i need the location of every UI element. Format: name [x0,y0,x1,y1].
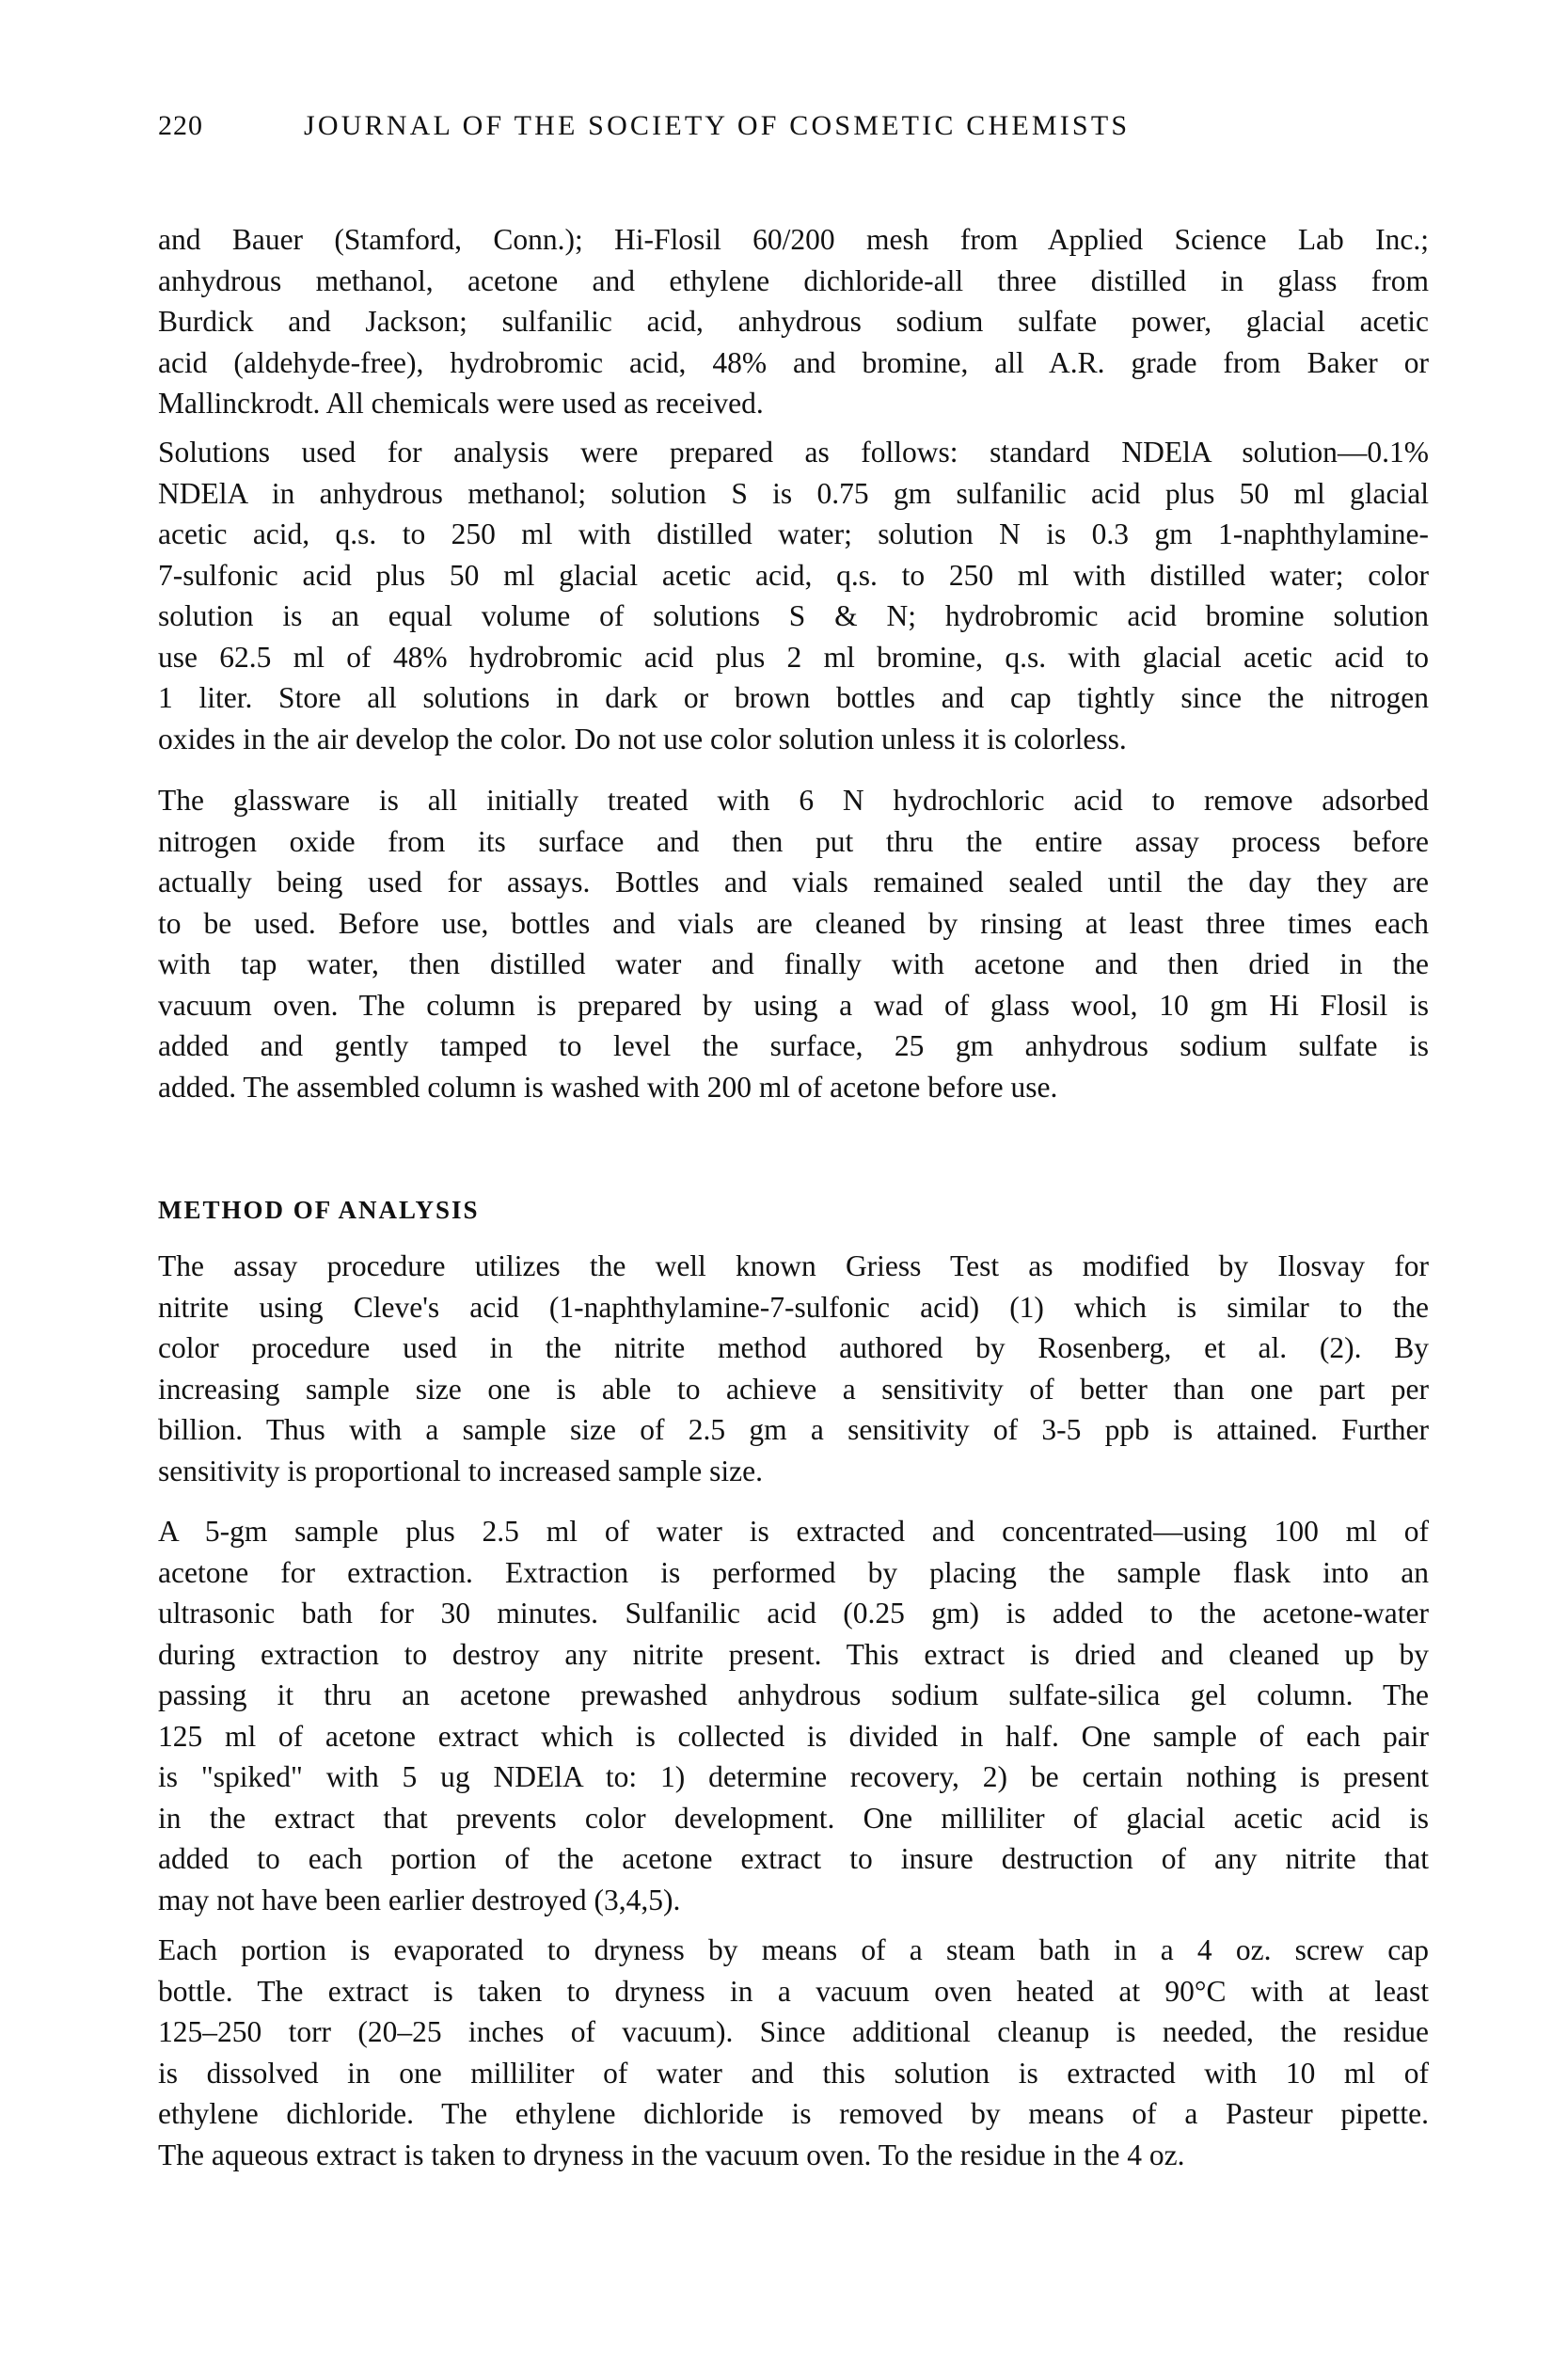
paragraph-solutions [158,432,1429,759]
text-line: nitrogen oxide from its surface and then put thru the entire assay process before [158,824,1429,858]
text-line: during extraction to destroy any nitrite present. This extract is dried and cleaned up by [158,1637,1429,1671]
paragraph-materials [158,219,1429,424]
text-line: in the extract that prevents color development. One milliliter of glacial acetic acid is [158,1801,1429,1835]
text-line: added. The assembled column is washed with 200 ml of acetone before use. [158,1070,1058,1104]
text-line: acetone for extraction. Extraction is performed by placing the sample flask into an [158,1555,1429,1589]
text-line: with tap water, then distilled water and finally with acetone and then dried in the [158,947,1429,980]
text-line: acetic acid, q.s. to 250 ml with distilled water; solution N is 0.3 gm 1-naphthylamine- [158,517,1429,550]
text-line: ultrasonic bath for 30 minutes. Sulfanilic acid (0.25 gm) is added to the acetone-water [158,1597,1429,1630]
paragraph-assay-procedure [158,1246,1429,1491]
text-line: Mallinckrodt. All chemicals were used as received. [158,387,764,420]
text-line: bottle. The extract is taken to dryness in a vacuum oven heated at 90°C with at least [158,1974,1429,2008]
text-line: 7-sulfonic acid plus 50 ml glacial acetic acid, q.s. to 250 ml with distilled water; color [158,558,1429,592]
text-line: vacuum oven. The column is prepared by using a wad of glass wool, 10 gm Hi Flosil is [158,988,1429,1022]
text-line: use 62.5 ml of 48% hydrobromic acid plus 2 ml bromine, q.s. with glacial acetic acid to [158,640,1429,674]
text-line: increasing sample size one is able to achieve a sensitivity of better than one part per [158,1372,1429,1406]
text-line: solution is an equal volume of solutions S & N; hydrobromic acid bromine solution [158,599,1429,632]
page-number: 220 [158,110,203,141]
paragraph-evaporation [158,1930,1429,2175]
text-line: NDElA in anhydrous methanol; solution S is 0.75 gm sulfanilic acid plus 50 ml glacial [158,476,1429,510]
text-line: ethylene dichloride. The ethylene dichloride is removed by means of a Pasteur pipette. [158,2097,1429,2130]
text-line: Each portion is evaporated to dryness by means of a steam bath in a 4 oz. screw cap [158,1933,1429,1966]
text-line: 1 liter. Store all solutions in dark or brown bottles and cap tightly since the nitrogen [158,681,1429,714]
text-line: to be used. Before use, bottles and vials are cleaned by rinsing at least three times each [158,906,1429,940]
text-line: The aqueous extract is taken to dryness in the vacuum oven. To the residue in the 4 oz. [158,2138,1185,2171]
text-line: actually being used for assays. Bottles and vials remained sealed until the day they are [158,866,1429,898]
text-line: oxides in the air develop the color. Do not use color solution unless it is colorless. [158,722,1127,755]
text-line: Burdick and Jackson; sulfanilic acid, anhydrous sodium sulfate power, glacial acetic [158,305,1429,338]
text-line: is dissolved in one milliliter of water and this solution is extracted with 10 ml of [158,2056,1429,2090]
text-line: Solutions used for analysis were prepared as follows: standard NDElA solution—0.1% [158,436,1429,469]
paragraph-glassware [158,780,1429,1107]
section-heading: METHOD OF ANALYSIS [158,1196,480,1224]
text-line: A 5-gm sample plus 2.5 ml of water is extracted and concentrated—using 100 ml of [158,1515,1429,1548]
text-line: sensitivity is proportional to increased sample size. [158,1454,763,1487]
text-line: 125–250 torr (20–25 inches of vacuum). Since additional cleanup is needed, the residue [158,2015,1429,2048]
text-line: acid (aldehyde-free), hydrobromic acid, 48% and bromine, all A.R. grade from Baker or [158,345,1429,379]
text-line: is "spiked" with 5 ug NDElA to: 1) determine recovery, 2) be certain nothing is present [158,1760,1429,1793]
running-header [158,105,1437,147]
text-line: 125 ml of acetone extract which is collected is divided in half. One sample of each pair [158,1719,1429,1753]
journal-title: JOURNAL OF THE SOCIETY OF COSMETIC CHEMISTS [304,110,1131,141]
text-line: billion. Thus with a sample size of 2.5 gm a sensitivity of 3-5 ppb is attained. Further [158,1413,1429,1446]
text-line: may not have been earlier destroyed (3,4,5). [158,1883,681,1916]
text-line: added and gently tamped to level the surface, 25 gm anhydrous sodium sulfate is [158,1029,1429,1062]
text-line: color procedure used in the nitrite method authored by Rosenberg, et al. (2). By [158,1331,1429,1364]
text-line: and Bauer (Stamford, Conn.); Hi-Flosil 60/200 mesh from Applied Science Lab Inc.; [158,223,1429,256]
text-line: The assay procedure utilizes the well known Griess Test as modified by Ilosvay for [158,1249,1429,1282]
text-line: passing it thru an acetone prewashed anhydrous sodium sulfate-silica gel column. The [158,1678,1429,1711]
paragraph-extraction [158,1511,1429,1920]
text-line: anhydrous methanol, acetone and ethylene dichloride-all three distilled in glass from [158,263,1429,297]
text-line: The glassware is all initially treated with 6 N hydrochloric acid to remove adsorbed [158,784,1429,817]
text-line: nitrite using Cleve's acid (1-naphthylamine-7-sulfonic acid) (1) which is similar to the [158,1290,1429,1324]
text-line: added to each portion of the acetone extract to insure destruction of any nitrite that [158,1842,1429,1875]
